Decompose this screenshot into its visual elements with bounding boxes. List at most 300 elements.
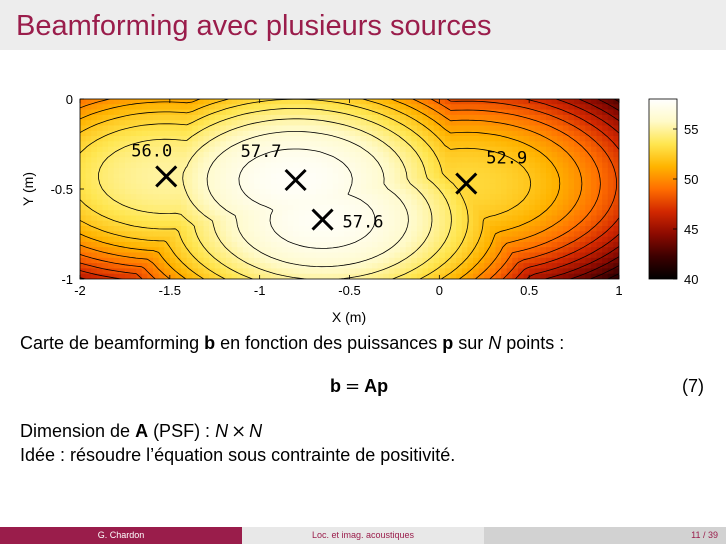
heatmap-cell: [226, 173, 232, 179]
heatmap-cell: [479, 163, 485, 169]
heatmap-cell: [417, 268, 423, 274]
heatmap-cell: [338, 194, 344, 200]
heatmap-cell: [568, 263, 574, 269]
heatmap-cell: [181, 194, 187, 200]
heatmap-cell: [501, 221, 507, 227]
heatmap-cell: [243, 253, 249, 259]
heatmap-cell: [597, 110, 603, 116]
heatmap-cell: [91, 221, 97, 227]
heatmap-cell: [147, 125, 153, 131]
heatmap-cell: [394, 215, 400, 221]
heatmap-cell: [350, 205, 356, 211]
heatmap-cell: [86, 163, 92, 169]
heatmap-cell: [574, 242, 580, 248]
heatmap-cell: [344, 163, 350, 169]
heatmap-cell: [97, 173, 103, 179]
heatmap-cell: [574, 253, 580, 259]
heatmap-cell: [546, 152, 552, 158]
heatmap-cell: [512, 215, 518, 221]
heatmap-cell: [131, 189, 137, 195]
heatmap-cell: [473, 99, 479, 105]
heatmap-cell: [383, 231, 389, 237]
heatmap-cell: [456, 157, 462, 163]
heatmap-cell: [232, 231, 238, 237]
heatmap-cell: [597, 210, 603, 216]
heatmap-cell: [344, 237, 350, 243]
heatmap-cell: [293, 189, 299, 195]
heatmap-cell: [232, 110, 238, 116]
heatmap-cell: [608, 215, 614, 221]
heatmap-cell: [305, 178, 311, 184]
heatmap-cell: [204, 200, 210, 206]
heatmap-cell: [164, 231, 170, 237]
heatmap-cell: [344, 147, 350, 153]
heatmap-cell: [181, 215, 187, 221]
heatmap-cell: [350, 247, 356, 253]
heatmap-cell: [406, 194, 412, 200]
heatmap-cell: [372, 168, 378, 174]
heatmap-cell: [170, 104, 176, 110]
heatmap-cell: [389, 226, 395, 232]
heatmap-cell: [220, 210, 226, 216]
heatmap-cell: [484, 178, 490, 184]
heatmap-cell: [131, 168, 137, 174]
heatmap-cell: [226, 215, 232, 221]
heatmap-cell: [585, 221, 591, 227]
heatmap-cell: [254, 258, 260, 264]
heatmap-cell: [282, 141, 288, 147]
source-level-label: 57.7: [240, 142, 282, 162]
heatmap-cell: [192, 210, 198, 216]
heatmap-cell: [462, 104, 468, 110]
heatmap-cell: [512, 99, 518, 105]
heatmap-cell: [608, 194, 614, 200]
heatmap-cell: [102, 141, 108, 147]
heatmap-cell: [327, 200, 333, 206]
heatmap-cell: [215, 184, 221, 190]
heatmap-cell: [136, 247, 142, 253]
heatmap-cell: [529, 157, 535, 163]
heatmap-cell: [350, 120, 356, 126]
heatmap-cell: [215, 141, 221, 147]
heatmap-cell: [316, 231, 322, 237]
heatmap-cell: [372, 115, 378, 121]
heatmap-cell: [142, 242, 148, 248]
heatmap-cell: [170, 120, 176, 126]
heatmap-cell: [86, 226, 92, 232]
heatmap-cell: [316, 200, 322, 206]
heatmap-cell: [383, 157, 389, 163]
heatmap-cell: [114, 173, 120, 179]
heatmap-cell: [495, 189, 501, 195]
heatmap-cell: [248, 173, 254, 179]
heatmap-cell: [248, 242, 254, 248]
heatmap-cell: [467, 147, 473, 153]
heatmap-cell: [215, 215, 221, 221]
heatmap-cell: [192, 184, 198, 190]
heatmap-cell: [299, 104, 305, 110]
heatmap-cell: [175, 120, 181, 126]
heatmap-cell: [204, 221, 210, 227]
heatmap-cell: [540, 163, 546, 169]
heatmap-cell: [248, 268, 254, 274]
heatmap-cell: [159, 115, 165, 121]
y-tick-label: -1: [61, 272, 73, 287]
variable-n: N: [488, 333, 502, 353]
heatmap-cell: [282, 194, 288, 200]
heatmap-cell: [501, 194, 507, 200]
heatmap-cell: [495, 104, 501, 110]
heatmap-cell: [372, 237, 378, 243]
heatmap-cell: [445, 184, 451, 190]
heatmap-cell: [164, 184, 170, 190]
heatmap-cell: [383, 110, 389, 116]
heatmap-cell: [271, 168, 277, 174]
heatmap-cell: [114, 184, 120, 190]
heatmap-cell: [248, 231, 254, 237]
heatmap-cell: [501, 242, 507, 248]
heatmap-cell: [479, 205, 485, 211]
heatmap-cell: [248, 221, 254, 227]
heatmap-cell: [518, 110, 524, 116]
heatmap-cell: [159, 263, 165, 269]
heatmap-cell: [439, 253, 445, 259]
heatmap-cell: [187, 168, 193, 174]
heatmap-cell: [114, 157, 120, 163]
heatmap-cell: [159, 125, 165, 131]
heatmap-cell: [204, 237, 210, 243]
heatmap-cell: [445, 136, 451, 142]
heatmap-cell: [535, 115, 541, 121]
heatmap-cell: [355, 205, 361, 211]
heatmap-cell: [327, 157, 333, 163]
heatmap-cell: [585, 147, 591, 153]
heatmap-cell: [254, 184, 260, 190]
heatmap-cell: [495, 242, 501, 248]
heatmap-cell: [321, 253, 327, 259]
heatmap-cell: [305, 152, 311, 158]
heatmap-cell: [198, 184, 204, 190]
heatmap-cell: [434, 173, 440, 179]
heatmap-cell: [394, 205, 400, 211]
heatmap-cell: [400, 115, 406, 121]
heatmap-cell: [490, 268, 496, 274]
heatmap-cell: [142, 231, 148, 237]
heatmap-cell: [187, 226, 193, 232]
heatmap-cell: [175, 104, 181, 110]
heatmap-cell: [602, 115, 608, 121]
heatmap-cell: [204, 226, 210, 232]
heatmap-cell: [389, 215, 395, 221]
heatmap-cell: [187, 184, 193, 190]
heatmap-cell: [524, 205, 530, 211]
heatmap-cell: [271, 120, 277, 126]
heatmap-cell: [310, 163, 316, 169]
heatmap-cell: [484, 168, 490, 174]
heatmap-cell: [406, 136, 412, 142]
heatmap-cell: [439, 178, 445, 184]
heatmap-cell: [97, 221, 103, 227]
heatmap-cell: [591, 263, 597, 269]
heatmap-cell: [316, 152, 322, 158]
heatmap-cell: [237, 99, 243, 105]
heatmap-cell: [608, 231, 614, 237]
heatmap-cell: [215, 163, 221, 169]
heatmap-cell: [209, 237, 215, 243]
heatmap-cell: [209, 184, 215, 190]
heatmap-cell: [552, 99, 558, 105]
heatmap-cell: [254, 104, 260, 110]
heatmap-cell: [265, 263, 271, 269]
heatmap-cell: [580, 247, 586, 253]
heatmap-cell: [131, 215, 137, 221]
heatmap-cell: [383, 147, 389, 153]
heatmap-cell: [394, 247, 400, 253]
heatmap-cell: [378, 247, 384, 253]
heatmap-cell: [529, 258, 535, 264]
heatmap-cell: [406, 263, 412, 269]
heatmap-cell: [495, 247, 501, 253]
heatmap-cell: [563, 247, 569, 253]
heatmap-cell: [394, 168, 400, 174]
heatmap-cell: [175, 173, 181, 179]
heatmap-cell: [260, 258, 266, 264]
heatmap-cell: [417, 231, 423, 237]
heatmap-cell: [366, 237, 372, 243]
heatmap-cell: [383, 189, 389, 195]
heatmap-cell: [159, 268, 165, 274]
heatmap-cell: [428, 125, 434, 131]
heatmap-cell: [170, 194, 176, 200]
heatmap-cell: [518, 168, 524, 174]
heatmap-cell: [439, 115, 445, 121]
heatmap-cell: [142, 125, 148, 131]
heatmap-cell: [507, 215, 513, 221]
heatmap-cell: [456, 268, 462, 274]
heatmap-cell: [86, 168, 92, 174]
heatmap-cell: [350, 200, 356, 206]
heatmap-cell: [366, 247, 372, 253]
heatmap-cell: [327, 125, 333, 131]
heatmap-cell: [467, 226, 473, 232]
heatmap-cell: [574, 210, 580, 216]
heatmap-cell: [102, 178, 108, 184]
heatmap-cell: [86, 184, 92, 190]
heatmap-cell: [119, 110, 125, 116]
heatmap-cell: [136, 168, 142, 174]
heatmap-cell: [97, 242, 103, 248]
heatmap-cell: [91, 152, 97, 158]
heatmap-cell: [232, 189, 238, 195]
heatmap-cell: [243, 205, 249, 211]
heatmap-cell: [417, 168, 423, 174]
heatmap-cell: [153, 115, 159, 121]
heatmap-cell: [389, 168, 395, 174]
heatmap-cell: [125, 152, 131, 158]
heatmap-cell: [164, 268, 170, 274]
heatmap-cell: [271, 163, 277, 169]
heatmap-cell: [299, 157, 305, 163]
heatmap-cell: [125, 200, 131, 206]
heatmap-cell: [597, 268, 603, 274]
slide-title: Beamforming avec plusieurs sources: [16, 10, 492, 42]
heatmap-cell: [535, 136, 541, 142]
heatmap-cell: [299, 110, 305, 116]
heatmap-cell: [372, 263, 378, 269]
heatmap-cell: [288, 231, 294, 237]
heatmap-cell: [344, 152, 350, 158]
heatmap-cell: [119, 210, 125, 216]
heatmap-cell: [282, 120, 288, 126]
variable-n: N: [249, 421, 263, 441]
heatmap-cell: [428, 215, 434, 221]
heatmap-cell: [389, 200, 395, 206]
heatmap-cell: [400, 210, 406, 216]
heatmap-cell: [97, 141, 103, 147]
heatmap-cell: [119, 258, 125, 264]
heatmap-cell: [277, 200, 283, 206]
source-level-label: 56.0: [131, 141, 173, 162]
heatmap-cell: [451, 125, 457, 131]
heatmap-cell: [428, 173, 434, 179]
heatmap-cell: [417, 173, 423, 179]
heatmap-cell: [265, 178, 271, 184]
heatmap-cell: [125, 258, 131, 264]
heatmap-cell: [97, 205, 103, 211]
heatmap-cell: [198, 189, 204, 195]
heatmap-cell: [580, 152, 586, 158]
heatmap-cell: [484, 231, 490, 237]
heatmap-cell: [164, 115, 170, 121]
heatmap-cell: [220, 221, 226, 227]
heatmap-cell: [501, 104, 507, 110]
heatmap-cell: [473, 210, 479, 216]
heatmap-cell: [568, 189, 574, 195]
heatmap-cell: [518, 215, 524, 221]
heatmap-cell: [198, 226, 204, 232]
heatmap-cell: [366, 189, 372, 195]
heatmap-cell: [394, 104, 400, 110]
heatmap-cell: [462, 125, 468, 131]
heatmap-cell: [237, 268, 243, 274]
heatmap-cell: [125, 131, 131, 137]
heatmap-cell: [445, 221, 451, 227]
heatmap-cell: [243, 247, 249, 253]
heatmap-cell: [153, 258, 159, 264]
heatmap-cell: [119, 189, 125, 195]
heatmap-cell: [209, 152, 215, 158]
heatmap-cell: [529, 168, 535, 174]
y-axis-label: Y (m): [20, 172, 36, 206]
heatmap-cell: [114, 226, 120, 232]
heatmap-cell: [86, 125, 92, 131]
heatmap-cell: [108, 173, 114, 179]
heatmap-cell: [574, 184, 580, 190]
heatmap-cell: [260, 163, 266, 169]
heatmap-cell: [535, 221, 541, 227]
heatmap-cell: [378, 152, 384, 158]
heatmap-cell: [170, 215, 176, 221]
x-tick-label: -0.5: [338, 283, 361, 298]
heatmap-cell: [248, 115, 254, 121]
heatmap-cell: [293, 221, 299, 227]
vector-b: b: [204, 333, 216, 353]
heatmap-cell: [282, 221, 288, 227]
heatmap-cell: [316, 237, 322, 243]
colorbar-tick-label: 45: [684, 222, 699, 237]
heatmap-cell: [136, 268, 142, 274]
heatmap-cell: [428, 258, 434, 264]
heatmap-cell: [220, 215, 226, 221]
heatmap-cell: [434, 231, 440, 237]
heatmap-cell: [591, 221, 597, 227]
heatmap-cell: [209, 263, 215, 269]
heatmap-cell: [585, 205, 591, 211]
heatmap-cell: [293, 215, 299, 221]
para-text: Dimension de: [20, 421, 136, 441]
heatmap-cell: [248, 215, 254, 221]
heatmap-cell: [372, 247, 378, 253]
heatmap-cell: [316, 168, 322, 174]
idea-line: Idée : résoudre l’équation sous contrainte de positivité.: [20, 445, 456, 465]
colorbar-tick-label: 40: [684, 272, 699, 287]
heatmap-cell: [602, 215, 608, 221]
heatmap-cell: [507, 173, 513, 179]
heatmap-cell: [417, 178, 423, 184]
heatmap-cell: [372, 194, 378, 200]
heatmap-cell: [451, 141, 457, 147]
heatmap-cell: [277, 268, 283, 274]
heatmap-cell: [321, 205, 327, 211]
heatmap-cell: [479, 125, 485, 131]
heatmap-cell: [473, 215, 479, 221]
heatmap-cell: [181, 200, 187, 206]
heatmap-cell: [288, 221, 294, 227]
heatmap-cell: [580, 178, 586, 184]
heatmap-cell: [248, 163, 254, 169]
heatmap-cell: [220, 226, 226, 232]
heatmap-cell: [546, 231, 552, 237]
heatmap-cell: [159, 221, 165, 227]
heatmap-cell: [153, 215, 159, 221]
heatmap-cell: [580, 168, 586, 174]
heatmap-cell: [181, 258, 187, 264]
heatmap-cell: [164, 163, 170, 169]
heatmap-cell: [602, 131, 608, 137]
heatmap-cell: [265, 115, 271, 121]
heatmap-cell: [467, 141, 473, 147]
heatmap-cell: [175, 125, 181, 131]
heatmap-cell: [428, 110, 434, 116]
heatmap-cell: [220, 163, 226, 169]
heatmap-cell: [316, 189, 322, 195]
heatmap-cell: [321, 157, 327, 163]
heatmap-cell: [378, 178, 384, 184]
heatmap-cell: [226, 200, 232, 206]
heatmap-cell: [131, 163, 137, 169]
heatmap-cell: [293, 120, 299, 126]
heatmap-cell: [484, 200, 490, 206]
heatmap-cell: [265, 226, 271, 232]
heatmap-cell: [97, 104, 103, 110]
heatmap-cell: [237, 263, 243, 269]
heatmap-cell: [557, 157, 563, 163]
heatmap-cell: [400, 152, 406, 158]
heatmap-cell: [557, 136, 563, 142]
heatmap-cell: [501, 178, 507, 184]
heatmap-cell: [164, 110, 170, 116]
heatmap-cell: [372, 147, 378, 153]
